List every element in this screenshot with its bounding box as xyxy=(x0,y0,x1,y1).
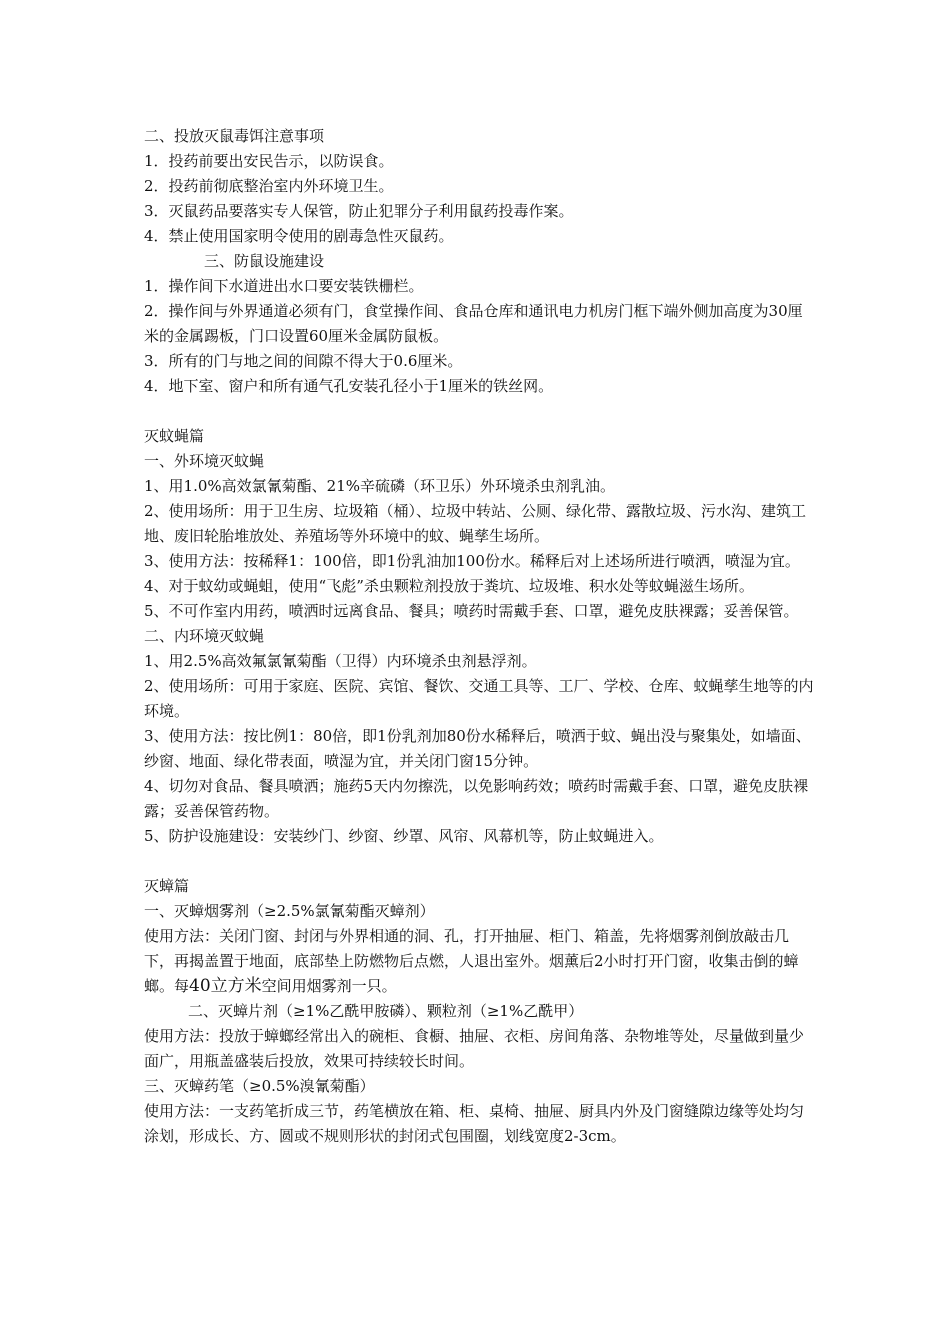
list-item: 2．投药前彻底整治室内外环境卫生。 xyxy=(144,177,394,195)
list-item: 5、不可作室内用药，喷洒时远离食品、餐具；喷药时需戴手套、口罩，避免皮肤裸露；妥善保管。 xyxy=(144,602,799,620)
section-heading-fly-outdoor: 一、外环境灭蚊蝇 xyxy=(144,452,265,470)
list-item: 3．所有的门与地之间的间隙不得大于0.6厘米。 xyxy=(144,352,463,370)
usage-text: 使用方法：关闭门窗、封闭与外界相通的洞、孔，打开抽屉、柜门、箱盖，先将烟雾剂倒放敲击几下，再揭盖置于地面，底部垫上防燃物后点燃，人退出室外。烟薰后2小时打开门窗，收集击倒的蟑螂。每 xyxy=(144,927,799,995)
list-item: 3、使用方法：按稀释1：100倍，即1份乳油加100份水。稀释后对上述场所进行喷洒，喷湿为宜。 xyxy=(144,552,800,570)
list-item: 1、用2.5%高效氟氯氰菊酯（卫得）内环境杀虫剂悬浮剂。 xyxy=(144,652,537,670)
list-item: 4、切勿对食品、餐具喷洒；施药5天内勿擦洗，以免影响药效；喷药时需戴手套、口罩，避免皮肤裸露；妥善保管药物。 xyxy=(144,777,809,820)
list-item: 4．地下室、窗户和所有通气孔安装孔径小于1厘米的铁丝网。 xyxy=(144,377,554,395)
list-item: 1．投药前要出安民告示，以防误食。 xyxy=(144,152,394,170)
list-item: 4、对于蚊幼或蝇蛆，使用“飞彪”杀虫颗粒剂投放于粪坑、垃圾堆、积水处等蚊蝇滋生场所。 xyxy=(144,577,754,595)
section-heading-roach-tablet: 二、灭蟑片剂（≥1%乙酰甲胺磷）、颗粒剂（≥1%乙酰甲） xyxy=(188,1002,584,1020)
usage-text: 空间用烟雾剂一只。 xyxy=(261,977,397,995)
section-heading-rat-bait: 二、投放灭鼠毒饵注意事项 xyxy=(144,127,325,145)
list-item: 2、使用场所：可用于家庭、医院、宾馆、餐饮、交通工具等、工厂、学校、仓库、蚊蝇孳生地等的内环境。 xyxy=(144,677,814,720)
usage-paragraph-pen: 使用方法：一支药笔折成三节，药笔横放在箱、柜、桌椅、抽屉、厨具内外及门窗缝隙边缘等处均匀涂划，形成长、方、圆或不规则形状的封闭式包围圈，划线宽度2-3cm。 xyxy=(144,1102,805,1145)
list-item: 3、使用方法：按比例1：80倍，即1份乳剂加80份水稀释后，喷洒于蚊、蝇出没与聚集处，如墙面、纱窗、地面、绿化带表面，喷湿为宜，并关闭门窗15分钟。 xyxy=(144,727,811,770)
chapter-title-roach: 灭蟑篇 xyxy=(144,877,190,895)
usage-paragraph-tablet: 使用方法：投放于蟑螂经常出入的碗柜、食橱、抽屉、衣柜、房间角落、杂物堆等处，尽量做到量少面广，用瓶盖盛装后投放，效果可持续较长时间。 xyxy=(144,1027,805,1070)
list-item: 1．操作间下水道进出水口要安装铁栅栏。 xyxy=(144,277,424,295)
list-item: 3．灭鼠药品要落实专人保管，防止犯罪分子利用鼠药投毒作案。 xyxy=(144,202,574,220)
section-heading-rat-facility: 三、防鼠设施建设 xyxy=(204,252,325,270)
section-heading-roach-pen: 三、灭蟑药笔（≥0.5%溴氰菊酯） xyxy=(144,1077,375,1095)
chapter-title-fly: 灭蚊蝇篇 xyxy=(144,427,205,445)
section-heading-fly-indoor: 二、内环境灭蚊蝇 xyxy=(144,627,265,645)
usage-volume: 40立方米 xyxy=(189,976,262,996)
document-body xyxy=(144,124,814,1149)
section-heading-roach-smoke: 一、灭蟑烟雾剂（≥2.5%氯氰菊酯灭蟑剂） xyxy=(144,902,435,920)
list-item: 5、防护设施建设：安装纱门、纱窗、纱罩、风帘、风幕机等，防止蚊蝇进入。 xyxy=(144,827,664,845)
list-item: 1、用1.0%高效氯氰菊酯、21%辛硫磷（环卫乐）外环境杀虫剂乳油。 xyxy=(144,477,615,495)
usage-paragraph-smoke xyxy=(144,924,814,999)
list-item: 2、使用场所：用于卫生房、垃圾箱（桶）、垃圾中转站、公厕、绿化带、露散垃圾、污水沟、建筑工地、废旧轮胎堆放处、养殖场等外环境中的蚊、蝇孳生场所。 xyxy=(144,502,807,545)
list-item: 2．操作间与外界通道必须有门，食堂操作间、食品仓库和通讯电力机房门框下端外侧加高度为30厘米的金属踢板，门口设置60厘米金属防鼠板。 xyxy=(144,302,803,345)
paragraph-gap xyxy=(144,399,814,424)
list-item: 4．禁止使用国家明令使用的剧毒急性灭鼠药。 xyxy=(144,227,454,245)
paragraph-gap xyxy=(144,849,814,874)
